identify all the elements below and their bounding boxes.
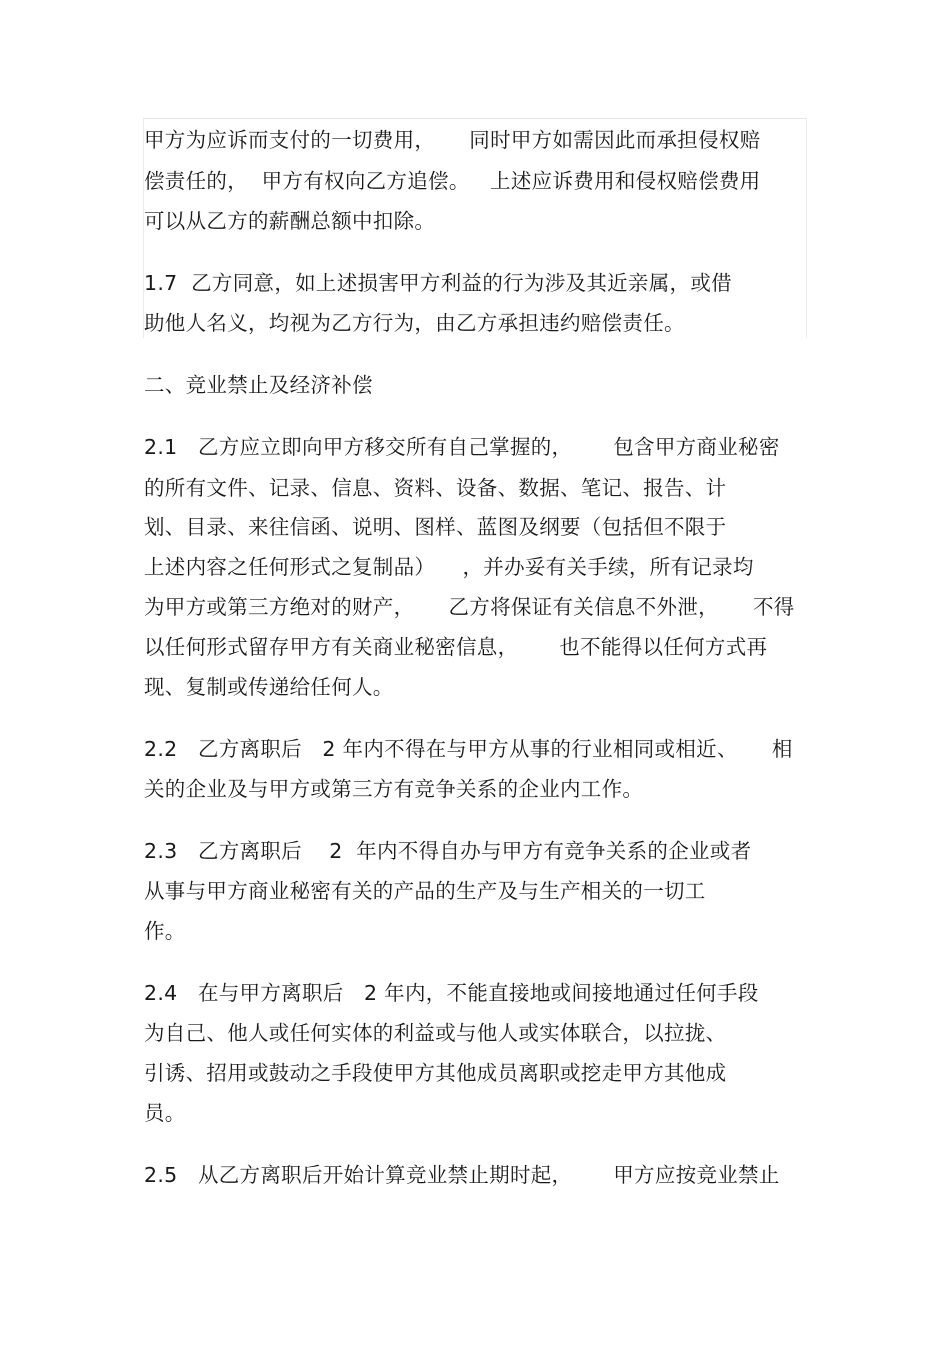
text-line: 从事与甲方商业秘密有关的产品的生产及与生产相关的一切工 (144, 879, 706, 903)
clause-2-2: 2.2 乙方离职后 2 年内不得在与甲方从事的行业相同或相近、 相 (144, 737, 793, 761)
text-line: 划、目录、来往信函、说明、图样、蓝图及纲要（包括但不限于 (144, 515, 727, 539)
text-line: 偿责任的， 甲方有权向乙方追偿。 上述应诉费用和侵权赔偿费用 (144, 169, 761, 193)
section-heading: 二、竞业禁止及经济补偿 (144, 373, 373, 397)
text-line: 助他人名义，均视为乙方行为，由乙方承担违约赔偿责任。 (144, 311, 685, 335)
text-line: 员。 (144, 1101, 186, 1125)
text-line: 为自己、他人或任何实体的利益或与他人或实体联合，以拉拢、 (144, 1021, 727, 1045)
text-line: 引诱、招用或鼓动之手段使甲方其他成员离职或挖走甲方其他成 (144, 1061, 727, 1085)
clause-1-7: 1.7 乙方同意，如上述损害甲方利益的行为涉及其近亲属，或借 (144, 271, 732, 295)
text-line: 可以从乙方的薪酬总额中扣除。 (144, 209, 436, 233)
text-line: 关的企业及与甲方或第三方有竞争关系的企业内工作。 (144, 777, 644, 801)
text-line: 以任何形式留存甲方有关商业秘密信息， 也不能得以任何方式再 (144, 635, 768, 659)
clause-2-3: 2.3 乙方离职后 2 年内不得自办与甲方有竞争关系的企业或者 (144, 839, 752, 863)
text-line: 上述内容之任何形式之复制品） ，并办妥有关手续，所有记录均 (144, 555, 754, 579)
text-line: 为甲方或第三方绝对的财产， 乙方将保证有关信息不外泄， 不得 (144, 595, 795, 619)
text-line: 甲方为应诉而支付的一切费用， 同时甲方如需因此而承担侵权赔 (144, 128, 761, 152)
text-line: 的所有文件、记录、信息、资料、设备、数据、笔记、报告、计 (144, 476, 727, 500)
text-line: 现、复制或传递给任何人。 (144, 675, 394, 699)
clause-2-1: 2.1 乙方应立即向甲方移交所有自己掌握的， 包含甲方商业秘密 (144, 435, 780, 459)
clause-2-4: 2.4 在与甲方离职后 2 年内，不能直接地或间接地通过任何手段 (144, 981, 759, 1005)
clause-2-5: 2.5 从乙方离职后开始计算竞业禁止期时起， 甲方应按竞业禁止 (144, 1163, 780, 1187)
text-line: 作。 (144, 919, 186, 943)
